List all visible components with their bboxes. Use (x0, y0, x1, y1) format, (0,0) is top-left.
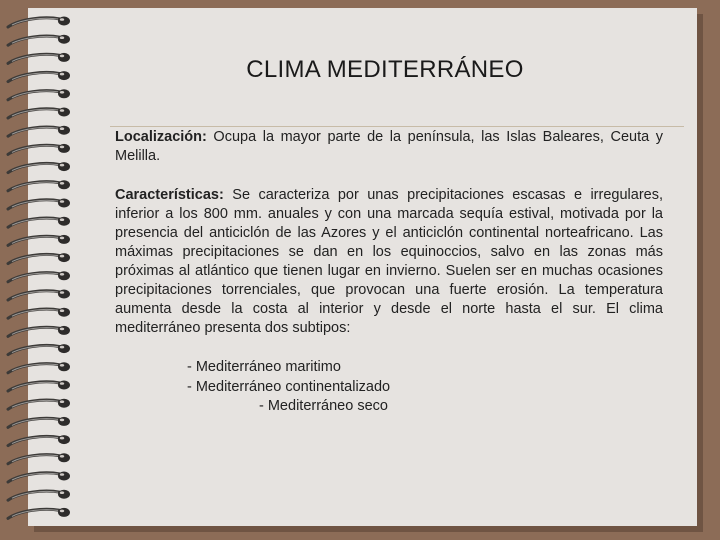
spiral-ring-icon (8, 235, 70, 246)
spiral-ring-icon (8, 35, 70, 46)
spiral-ring-icon (8, 217, 70, 228)
spiral-ring-icon (8, 126, 70, 137)
spiral-ring-icon (8, 490, 70, 501)
subtype-item: - Mediterráneo seco (259, 398, 388, 414)
spiral-ring-icon (8, 308, 70, 319)
spiral-ring-icon (8, 344, 70, 355)
spiral-ring-icon (8, 381, 70, 392)
spiral-ring-icon (8, 162, 70, 173)
slide-body (115, 128, 663, 417)
subtype-item: - Mediterráneo continentalizado (187, 378, 391, 395)
spiral-ring-icon (8, 180, 70, 191)
spiral-ring-icon (8, 290, 70, 301)
spiral-ring-icon (8, 362, 70, 373)
spiral-ring-icon (8, 271, 70, 282)
spiral-ring-icon (8, 399, 70, 410)
title-divider (110, 126, 684, 127)
spiral-ring-icon (8, 53, 70, 64)
spiral-ring-icon (8, 199, 70, 210)
spiral-ring-icon (8, 144, 70, 155)
spiral-ring-icon (8, 17, 70, 28)
caracteristicas-paragraph (115, 186, 663, 338)
spiral-ring-icon (8, 472, 70, 483)
localizacion-text: Ocupa la mayor parte de la península, las Islas Baleares, Ceuta y Melilla. (115, 129, 663, 164)
spiral-binding-icon (0, 8, 90, 526)
spiral-ring-icon (8, 417, 70, 428)
spiral-ring-icon (8, 108, 70, 119)
caracteristicas-label: Características: (115, 187, 224, 203)
subtype-item: - Mediterráneo maritimo (187, 359, 341, 375)
slide-title: CLIMA MEDITERRÁNEO (246, 56, 524, 83)
spiral-ring-icon (8, 71, 70, 82)
spiral-ring-icon (8, 89, 70, 100)
spiral-ring-icon (8, 326, 70, 337)
spiral-ring-icon (8, 508, 70, 519)
spiral-ring-icon (8, 453, 70, 464)
spiral-ring-icon (8, 253, 70, 264)
caracteristicas-text: Se caracteriza por unas precipitaciones escasas e irregulares, inferior a los 800 mm. anuales y con una marcada sequía estival, motivada por la presencia del anticiclón de las Azores y el anticiclón continental norteafricano. Las máximas precipitaciones se dan en los equinoccios, salvo en las zonas más próximas al atlántico que tienen lugar en invierno. Suelen ser en muchas ocasiones precipitaciones torrenciales, que provocan una fuerte erosión. La temperatura aumenta desde la costa al interior y desde el norte hasta el sur. El clima mediterráneo presenta dos subtipos: (115, 187, 663, 336)
localizacion-label: Localización: (115, 129, 207, 145)
subtypes-list (115, 358, 663, 417)
localizacion-paragraph (115, 128, 663, 166)
spiral-ring-icon (8, 435, 70, 446)
